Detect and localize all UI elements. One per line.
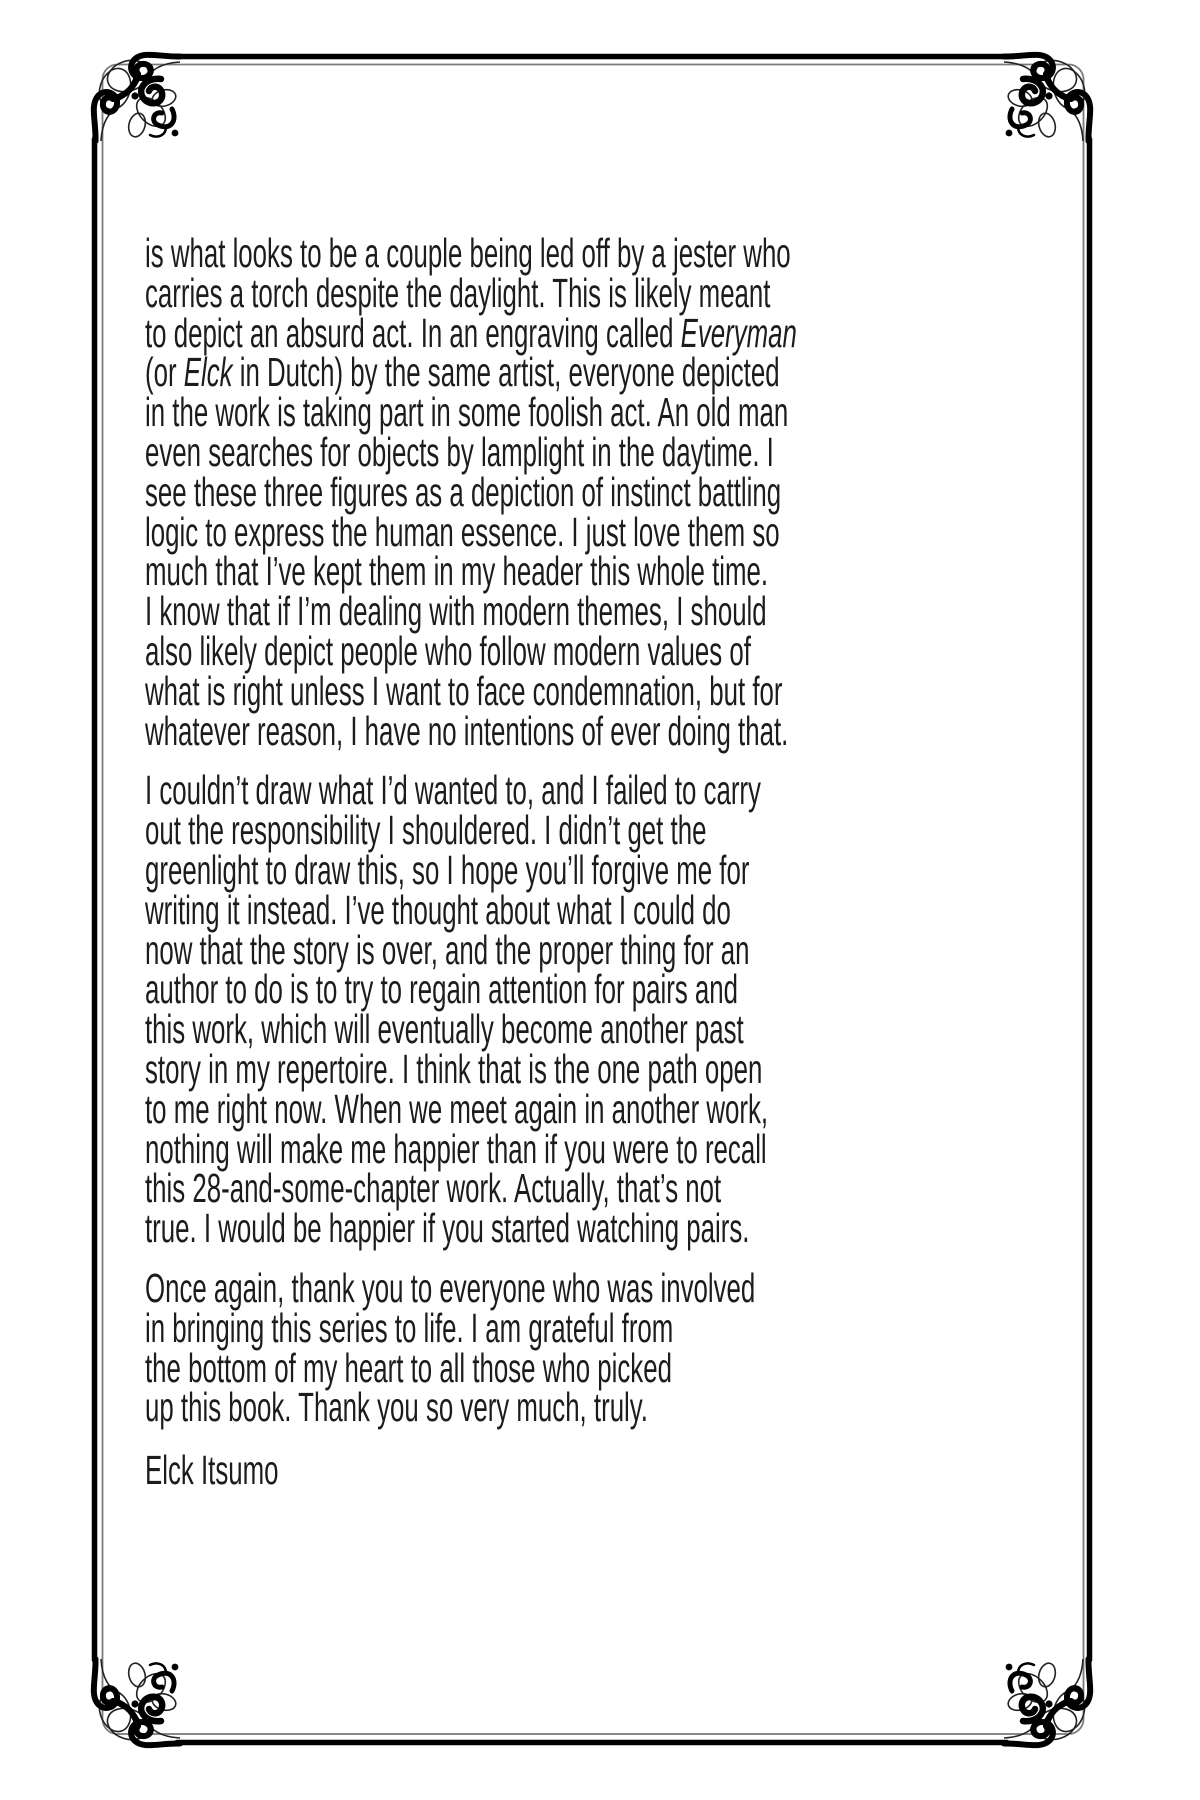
signature: Elck Itsumo — [145, 1447, 279, 1494]
paragraph — [145, 1264, 1153, 1431]
text-line: (or Elck in Dutch) by the same artist, everyone depicted — [145, 349, 780, 396]
corner-flourish-bottom-right-icon — [1004, 1659, 1090, 1745]
text-line: true. I would be happier if you started watching pairs. — [145, 1205, 750, 1252]
text-line: the bottom of my heart to all those who picked — [145, 1344, 672, 1391]
text-line: I couldn’t draw what I’d wanted to, and I failed to carry — [145, 767, 761, 814]
text-line: writing it instead. I’ve thought about what I could do — [145, 886, 731, 933]
paragraph — [145, 767, 1153, 1252]
text-line: logic to express the human essence. I just love them so — [145, 508, 780, 555]
text-line: in bringing this series to life. I am grateful from — [145, 1304, 674, 1351]
text-line: this 28-and-some-chapter work. Actually, that’s not — [145, 1165, 722, 1212]
text-line: much that I’ve kept them in my header this whole time. — [145, 548, 769, 595]
text-line: even searches for objects by lamplight in the daytime. I — [145, 428, 774, 475]
text-line: see these three figures as a depiction of instinct battling — [145, 468, 782, 515]
text-line: Once again, thank you to everyone who was involved — [145, 1264, 756, 1311]
text-line: to me right now. When we meet again in another work, — [145, 1085, 769, 1132]
text-line: in the work is taking part in some foolish act. An old man — [145, 389, 789, 436]
afterword-text — [145, 230, 1153, 1511]
corner-flourish-top-right-icon — [1004, 55, 1090, 141]
text-line: I know that if I’m dealing with modern themes, I should — [145, 588, 767, 635]
text-line: is what looks to be a couple being led off by a jester who — [145, 230, 791, 276]
text-line: carries a torch despite the daylight. This is likely meant — [145, 269, 771, 316]
text-line: greenlight to draw this, so I hope you’ll forgive me for — [145, 846, 750, 893]
text-line: out the responsibility I shouldered. I didn’t get the — [145, 807, 707, 854]
text-line: whatever reason, I have no intentions of ever doing that. — [145, 707, 789, 754]
text-line: this work, which will eventually become another past — [145, 1006, 744, 1053]
text-line: now that the story is over, and the proper thing for an — [145, 926, 750, 973]
text-line: also likely depict people who follow modern values of — [145, 627, 751, 674]
text-line: author to do is to try to regain attention for pairs and — [145, 966, 739, 1013]
text-line: to depict an absurd act. In an engraving called Everyman — [145, 309, 797, 356]
corner-flourish-bottom-left-icon — [94, 1659, 180, 1745]
text-line: story in my repertoire. I think that is the one path open — [145, 1045, 763, 1092]
text-line: nothing will make me happier than if you were to recall — [145, 1125, 767, 1172]
text-line: up this book. Thank you so very much, truly. — [145, 1384, 648, 1431]
corner-flourish-top-left-icon — [94, 55, 180, 141]
text-line: what is right unless I want to face condemnation, but for — [145, 667, 783, 714]
paragraph — [145, 230, 1153, 754]
